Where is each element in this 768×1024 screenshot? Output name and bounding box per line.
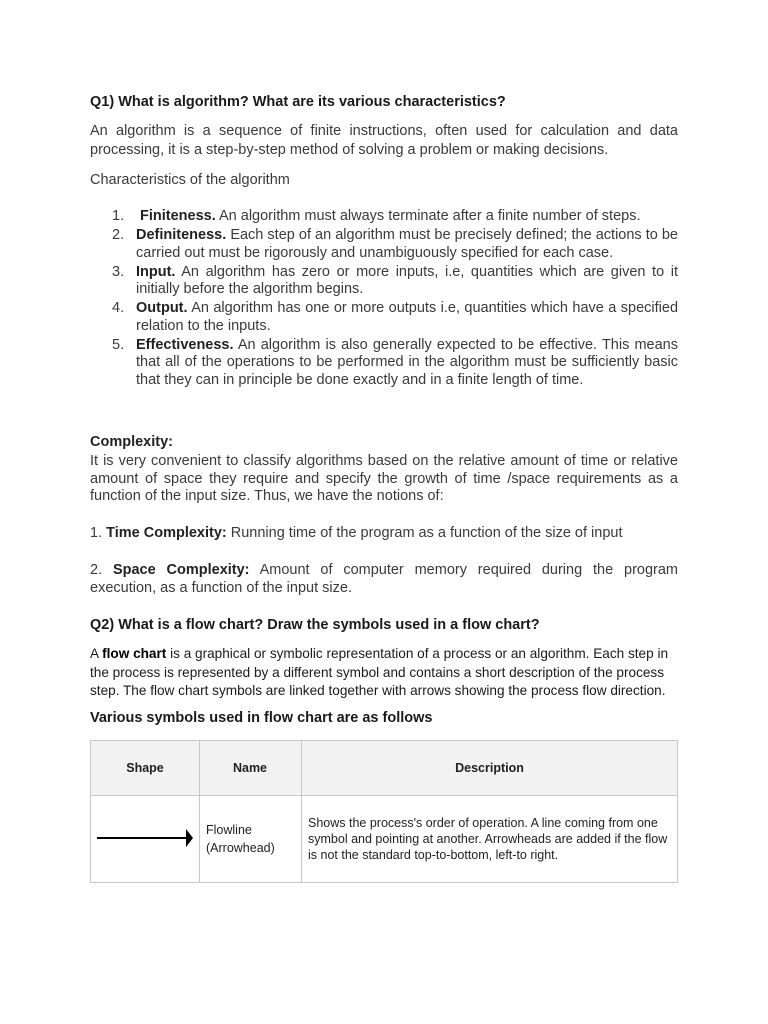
name-line-2: (Arrowhead) [206,841,275,855]
list-item: 2. Definiteness. Each step of an algorithm must be precisely defined; the actions to be carried out must be rigorously and unambiguously specified for each case. [112,227,678,261]
complexity-heading: Complexity: [90,434,173,450]
name-line-1: Flowline [206,823,252,837]
complexity-text: It is very convenient to classify algorithms based on the relative amount of time or relative amount of space they require and specify the growth of time /space requirements as a function of the input size. Thus, we have the notions of: [90,453,678,504]
header-shape: Shape [91,741,200,796]
name-cell [200,796,302,883]
table-row [91,796,678,883]
symbols-table [90,740,678,883]
list-item: 5. Effectiveness. An algorithm is also generally expected to be effective. This means that all of the operations to be performed in the algorithm must be sufficiently basic that they can in principle be done exactly and in a finite length of time. [112,336,679,388]
symbols-heading: Various symbols used in flow chart are as follows [90,710,433,726]
header-description: Description [302,741,678,796]
flow-chart-intro: A flow chart is a graphical or symbolic representation of a process or an algorithm. Each step in the process is represented by a different symbol and contains a short description of the process step. The flow chart symbols are linked together with arrows showing the process flow direction. [90,646,669,698]
characteristics-list [90,208,678,391]
list-item: 1. Finiteness. An algorithm must always terminate after a finite number of steps. [112,208,641,224]
q2-title: Q2) What is a flow chart? Draw the symbols used in a flow chart? [90,617,540,633]
description-cell: Shows the process's order of operation. A line coming from one symbol and pointing at another. Arrowheads are added if the flow is not the standard top-to-bottom, left-to right. [302,796,678,883]
characteristics-heading: Characteristics of the algorithm [90,172,290,188]
space-complexity: 2. Space Complexity: Amount of computer memory required during the program execution, as a function of the input size. [90,562,678,596]
q1-title: Q1) What is algorithm? What are its various characteristics? [90,94,506,110]
algorithm-definition: An algorithm is a sequence of finite instructions, often used for calculation and data processing, it is a step-by-step method of solving a problem or making decisions. [90,123,678,158]
list-item: 3. Input. An algorithm has zero or more inputs, i.e, quantities which are given to it initially before the algorithm begins. [112,263,678,297]
shape-cell [91,796,200,883]
right-arrow-icon [92,818,198,858]
list-item: 4. Output. An algorithm has one or more outputs i.e, quantities which have a specified relation to the inputs. [112,300,679,334]
table-header-row [91,741,678,796]
header-name: Name [200,741,302,796]
time-complexity: 1. Time Complexity: Running time of the program as a function of the size of input [90,525,623,541]
